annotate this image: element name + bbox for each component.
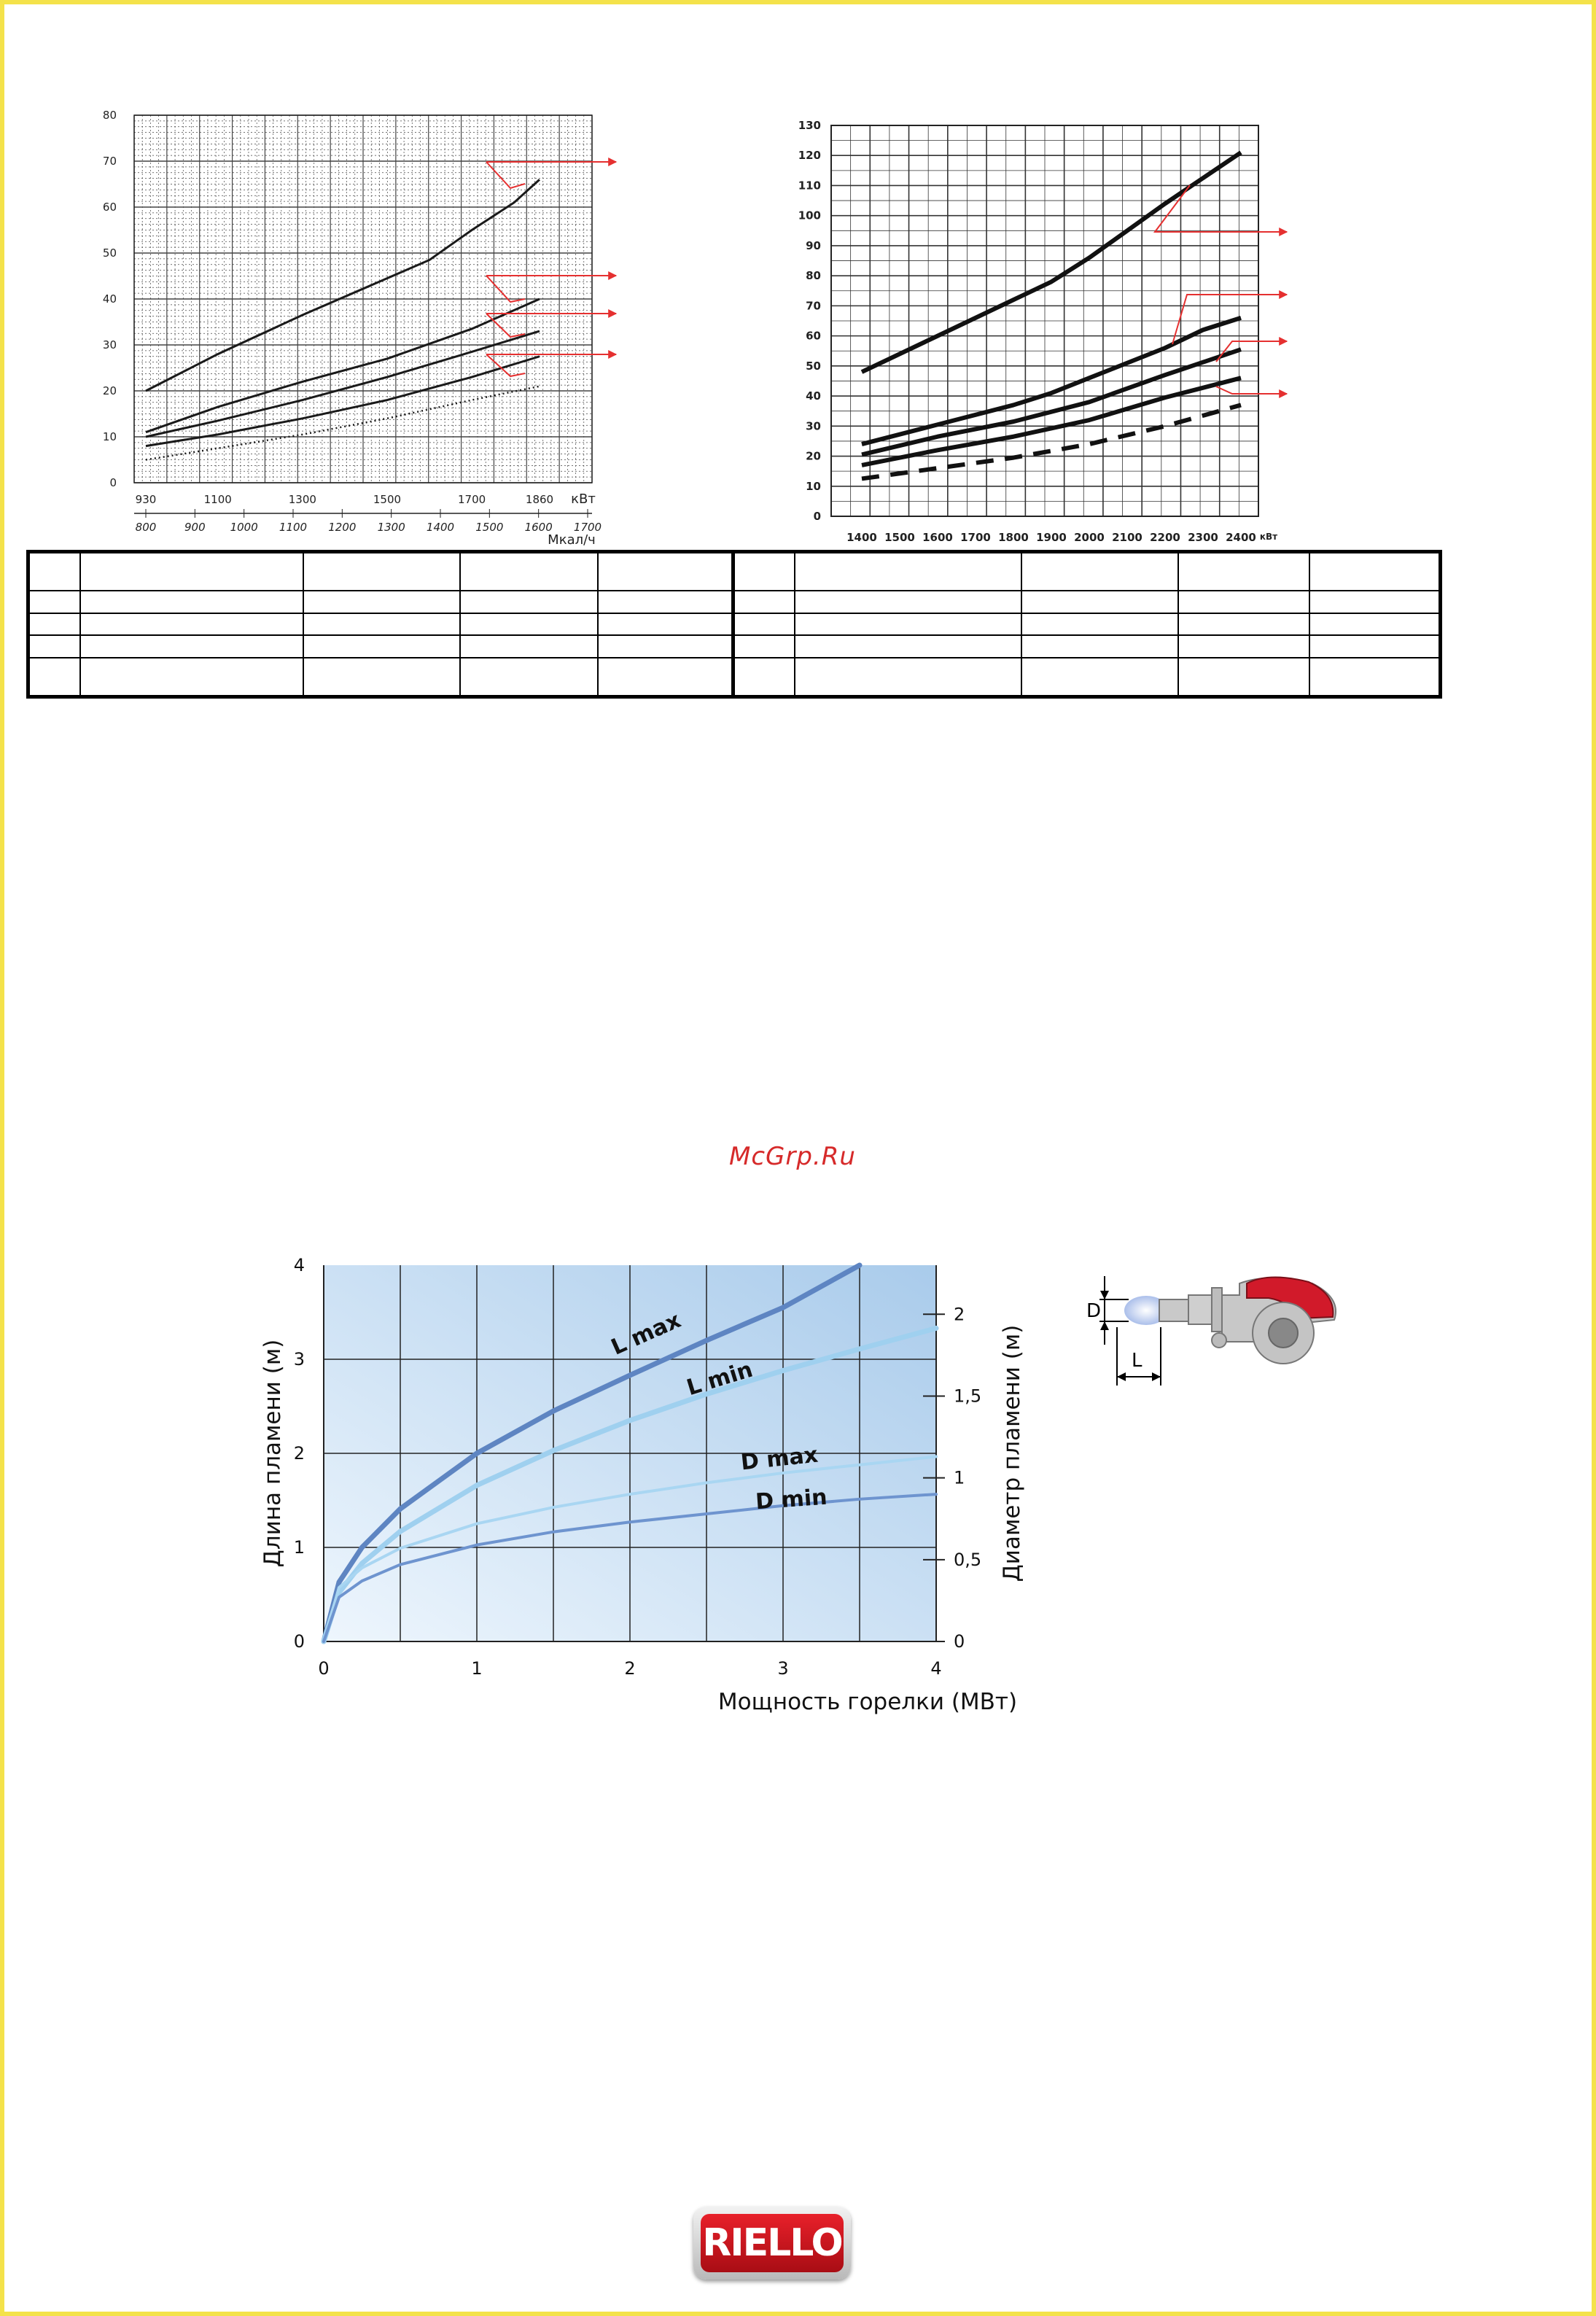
- chart-3: [0, 1240, 1596, 1794]
- x-tick-label: 2000: [1074, 531, 1105, 544]
- burner-tube: [1159, 1299, 1188, 1321]
- y-tick-label: 40: [806, 389, 821, 403]
- y2-tick-label: 0: [954, 1631, 965, 1652]
- y-tick-label: 0: [293, 1631, 305, 1652]
- table-row: [28, 635, 1441, 658]
- y-tick-label: 50: [806, 359, 821, 373]
- table-row: [28, 658, 1441, 697]
- dimension-l-label: L: [1132, 1350, 1142, 1372]
- x-tick-label: 1400: [846, 531, 877, 544]
- x-tick-label: 0: [318, 1658, 330, 1679]
- y-tick-label: 120: [798, 149, 821, 163]
- x-tick-label: 930: [135, 493, 157, 506]
- y-tick-label: 30: [102, 338, 117, 351]
- x-tick-label: 2100: [1112, 531, 1142, 544]
- y-tick-label: 60: [102, 201, 117, 214]
- brand-logo: [693, 2207, 851, 2280]
- chart-2: [0, 0, 1596, 554]
- brand-logo-text: RIELLO: [701, 2214, 844, 2272]
- x-tick-label: 1: [471, 1658, 483, 1679]
- y-tick-label: 100: [798, 209, 821, 222]
- x-tick-label: 2200: [1150, 531, 1180, 544]
- x-tick-label: 2: [624, 1658, 636, 1679]
- y-tick-label: 20: [102, 384, 117, 397]
- x-tick-label: 3: [777, 1658, 789, 1679]
- x2-tick-label: 1100: [279, 521, 308, 534]
- x2-tick-label: 1000: [230, 521, 258, 534]
- x2-tick-label: 1500: [475, 521, 504, 534]
- x-tick-label: 1900: [1036, 531, 1067, 544]
- x-tick-label: 1300: [288, 493, 316, 506]
- y-tick-label: 80: [806, 269, 821, 283]
- y2-tick-label: 2: [954, 1304, 965, 1325]
- x-tick-label: 1500: [884, 531, 915, 544]
- x2-tick-label: 1600: [524, 521, 553, 534]
- series-name-label: L min: [683, 1356, 756, 1402]
- x-unit-label: кВт: [1259, 532, 1278, 542]
- x-tick-label: 1500: [373, 493, 402, 506]
- x-tick-label: 1600: [922, 531, 953, 544]
- burner-diagram: [1050, 1269, 1356, 1415]
- y-tick-label: 70: [102, 155, 117, 168]
- y2-tick-label: 1: [954, 1467, 965, 1488]
- y-tick-label: 90: [806, 238, 821, 252]
- x-tick-label: 2300: [1188, 531, 1218, 544]
- y-tick-label: 4: [293, 1255, 305, 1275]
- x2-tick-label: 1300: [377, 521, 405, 534]
- y-tick-label: 110: [798, 179, 821, 193]
- y-tick-label: 30: [806, 419, 821, 433]
- series-name-label: D min: [755, 1484, 828, 1515]
- dimension-d-label: D: [1086, 1300, 1102, 1322]
- y-tick-label: 1: [293, 1537, 305, 1558]
- watermark: McGrp.Ru: [729, 1142, 856, 1171]
- x-tick-label: 2400: [1226, 531, 1256, 544]
- x-tick-label: 1800: [998, 531, 1029, 544]
- y-tick-label: 70: [806, 299, 821, 313]
- x-tick-label: 1700: [960, 531, 991, 544]
- y2-tick-label: 0,5: [954, 1549, 982, 1570]
- x-axis-label: Мощность горелки (МВт): [717, 1689, 1018, 1715]
- series-line: [862, 349, 1241, 454]
- y2-tick-label: 1,5: [954, 1386, 982, 1407]
- data-table: [26, 550, 1442, 699]
- x-unit-label: кВт: [571, 491, 596, 507]
- y-tick-label: 10: [806, 479, 821, 493]
- x-tick-label: 1700: [458, 493, 486, 506]
- y-tick-label: 10: [102, 430, 117, 443]
- x2-tick-label: 1700: [573, 521, 602, 534]
- y-tick-label: 40: [102, 292, 117, 306]
- y-tick-label: 0: [109, 476, 117, 489]
- y-tick-label: 130: [798, 119, 821, 132]
- x2-tick-label: 900: [184, 521, 206, 534]
- y-tick-label: 60: [806, 329, 821, 343]
- table-row: [28, 613, 1441, 636]
- x2-unit-label: Мкал/ч: [548, 532, 596, 548]
- y-tick-label: 3: [293, 1349, 305, 1369]
- chart-2-callouts: [1155, 185, 1287, 394]
- x-tick-label: 1860: [525, 493, 554, 506]
- x-tick-label: 1100: [203, 493, 232, 506]
- x2-tick-label: 1400: [426, 521, 455, 534]
- table-row: [28, 552, 1441, 591]
- y-tick-label: 50: [102, 246, 117, 260]
- y-axis-label: Длина пламени (м): [260, 1339, 286, 1568]
- y-tick-label: 20: [806, 449, 821, 463]
- y-tick-label: 0: [813, 510, 821, 523]
- y-tick-label: 80: [102, 109, 117, 122]
- table-row: [28, 591, 1441, 613]
- x2-tick-label: 1200: [328, 521, 357, 534]
- x2-tick-label: 800: [135, 521, 157, 534]
- x-tick-label: 4: [930, 1658, 942, 1679]
- series-name-label: D max: [739, 1442, 820, 1476]
- y2-axis-label: Диаметр пламени (м): [999, 1324, 1025, 1582]
- series-name-label: L max: [607, 1307, 685, 1361]
- y-tick-label: 2: [293, 1443, 305, 1464]
